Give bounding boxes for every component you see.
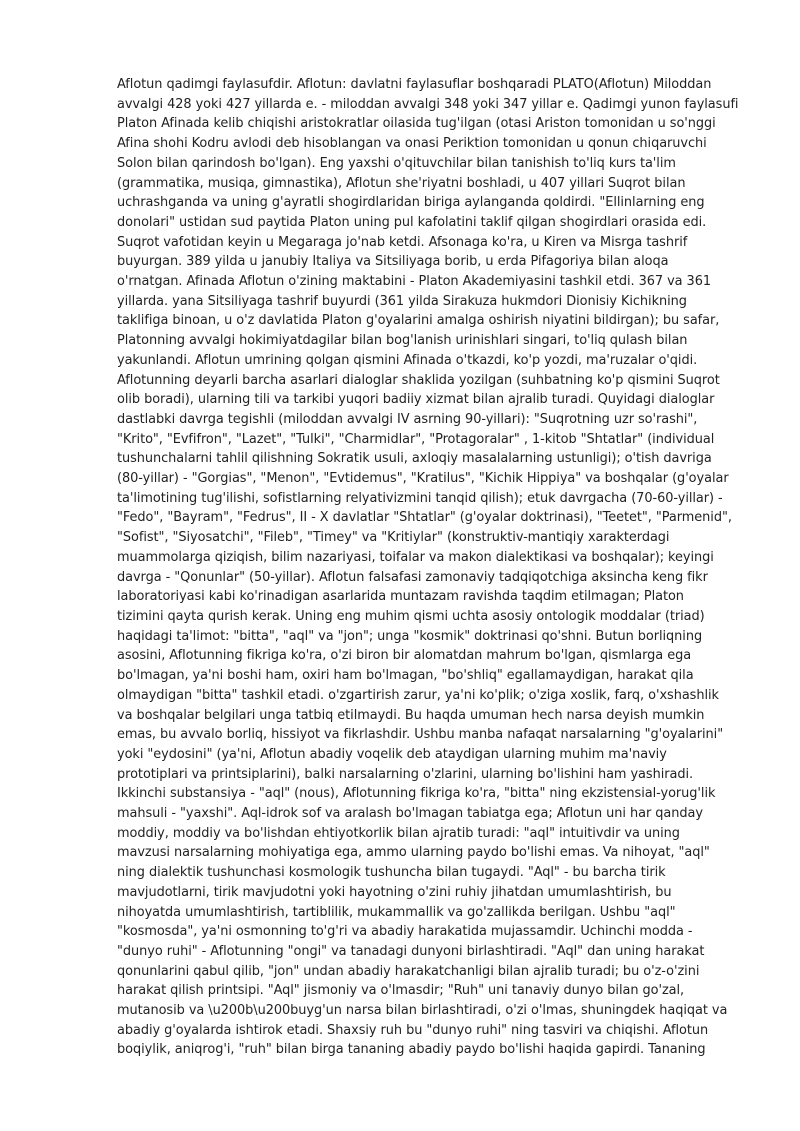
text-line: avvalgi 428 yoki 427 yillarda e. - miloddan avvalgi 348 yoki 347 yillar e. Qadimgi yunon faylasufi: [117, 96, 739, 112]
text-line: Suqrot vafotidan keyin u Megaraga jo'nab ketdi. Afsonaga ko'ra, u Kiren va Misrga tashrif: [117, 234, 688, 250]
text-line: (grammatika, musiqa, gimnastika), Aflotun she'riyatni boshladi, u 407 yillari Suqrot bilan: [117, 175, 686, 191]
text-line: "Sofist", "Siyosatchi", "Fileb", "Timey" va "Kritiylar" (konstruktiv-mantiqiy xarakterdagi: [117, 530, 670, 546]
text-line: harakat qilish printsipi. "Aql" jismoniy va o'lmasdir; "Ruh" uni tanaviy dunyo bilan go'zal,: [117, 983, 685, 999]
text-line: "Krito", "Evfifron", "Lazet", "Tulki", "Charmidlar", "Protagoralar" , 1-kitob "Shtatlar" (individual: [117, 431, 715, 447]
text-line: yoki "eydosini" (ya'ni, Aflotun abadiy voqelik deb ataydigan ularning muhim ma'naviy: [117, 746, 667, 762]
text-line: ta'limotining tug'ilishi, sofistlarning relyativizmini tanqid qilish); etuk davrgacha (70-60-yillar) -: [117, 490, 723, 506]
text-line: moddiy, moddiy va bo'lishdan ehtiyotkorlik bilan ajratib turadi: "aql" intuitivdir va uning: [117, 825, 680, 841]
text-line: mutanosib va \u200b\u200buyg'un narsa bilan birlashtiradi, o'zi o'lmas, shuningdek haqiqat va: [117, 1003, 728, 1019]
text-line: taklifiga binoan, u o'z davlatida Platon g'oyalarini amalga oshirish niyatini bildirgan); bu safar,: [117, 313, 720, 329]
text-line: Aflotunning deyarli barcha asarlari dialoglar shaklida yozilgan (suhbatning ko'p qismini Suqrot: [117, 372, 720, 388]
text-line: dastlabki davrga tegishli (miloddan avvalgi IV asrning 90-yillari): "Suqrotning uzr so'rashi",: [117, 411, 698, 427]
text-line: muammolarga qiziqish, bilim nazariyasi, toifalar va makon dialektikasi va boshqalar); keyingi: [117, 549, 714, 565]
text-line: donolari" ustidan sud paytida Platon uning pul kafolatini taklif qilgan shogirdlari orasida edi.: [117, 214, 707, 230]
text-line: mavjudotlarni, tirik mavjudotni yoki hayotning o'zini ruhiy jihatdan umumlashtirish, bu: [117, 884, 672, 900]
text-line: haqidagi ta'limot: "bitta", "aql" va "jon"; unga "kosmik" doktrinasi qo'shni. Butun borliqning: [117, 628, 703, 644]
text-line: boqiylik, aniqrog'i, "ruh" bilan birga tananing abadiy paydo bo'lishi haqida gapirdi. Tananing: [117, 1042, 706, 1058]
text-line: yakunlandi. Aflotun umrining qolgan qismini Afinada o'tkazdi, ko'p yozdi, ma'ruzalar o'qidi.: [117, 352, 698, 368]
text-line: olmaydigan "bitta" tashkil etadi. o'zgartirish zarur, ya'ni ko'plik; o'ziga xoslik, farq, o'xshashlik: [117, 687, 719, 703]
text-line: davrga - "Qonunlar" (50-yillar). Aflotun falsafasi zamonaviy tadqiqotchiga aksincha keng fikr: [117, 569, 708, 585]
text-line: mahsuli - "yaxshi". Aql-idrok sof va aralash bo'lmagan tabiatga ega; Aflotun uni har qanday: [117, 806, 703, 822]
document-body: [117, 75, 777, 1060]
text-line: Platonning avvalgi hokimiyatdagilar bilan bog'lanish urinishlari singari, to'liq qulash bilan: [117, 333, 688, 349]
text-line: buyurgan. 389 yilda u janubiy Italiya va Sitsiliyaga borib, u erda Pifagoriya bilan aloqa: [117, 254, 669, 270]
text-line: o'rnatgan. Afinada Aflotun o'zining maktabini - Platon Akademiyasini tashkil etdi. 367 va 361: [117, 274, 712, 290]
text-line: yillarda. yana Sitsiliyaga tashrif buyurdi (361 yilda Sirakuza hukmdori Dionisiy Kichikning: [117, 293, 687, 309]
text-line: asosini, Aflotunning fikriga ko'ra, o'zi biron bir alomatdan mahrum bo'lgan, qismlarga ega: [117, 648, 692, 664]
text-line: Ikkinchi substansiya - "aql" (nous), Aflotunning fikriga ko'ra, "bitta" ning ekzistensial-yorug'lik: [117, 786, 716, 802]
text-line: Afina shohi Kodru avlodi deb hisoblangan va onasi Periktion tomonidan u qonun chiqaruvchi: [117, 136, 707, 152]
text-line: Aflotun qadimgi faylasufdir. Aflotun: davlatni faylasuflar boshqaradi PLATO(Aflotun) Miloddan: [117, 77, 712, 92]
text-line: (80-yillar) - "Gorgias", "Menon", "Evtidemus", "Kratilus", "Kichik Hippiya" va boshqalar (g'oyalar: [117, 471, 729, 487]
text-line: "Fedo", "Bayram", "Fedrus", II - X davlatlar "Shtatlar" (g'oyalar doktrinasi), "Teetet", "Parmenid",: [117, 510, 732, 526]
text-line: ning dialektik tushunchasi kosmologik tushuncha bilan tugaydi. "Aql" - bu barcha tirik: [117, 865, 666, 881]
text-line: qonunlarini qabul qilib, "jon" undan abadiy harakatchanligi bilan ajralib turadi; bu o'z-o'zini: [117, 963, 700, 979]
text-line: prototiplari va printsiplarini), balki narsalarning o'zlarini, ularning bo'lishini ham yashiradi.: [117, 766, 694, 782]
text-line: bo'lmagan, ya'ni boshi ham, oxiri ham bo'lmagan, "bo'shliq" egallamaydigan, harakat qila: [117, 668, 694, 684]
text-line: laboratoriyasi kabi ko'rinadigan asarlarida muntazam ravishda taqdim etilmagan; Platon: [117, 589, 684, 605]
text-line: "dunyo ruhi" - Aflotunning "ongi" va tanadagi dunyoni birlashtiradi. "Aql" dan uning harakat: [117, 943, 705, 959]
text-line: Solon bilan qarindosh bo'lgan). Eng yaxshi o'qituvchilar bilan tanishish to'liq kurs ta'lim: [117, 155, 676, 171]
text-line: va boshqalar belgilari unga tatbiq etilmaydi. Bu haqda umuman hech narsa deyish mumkin: [117, 707, 705, 723]
text-line: "kosmosda", ya'ni osmonning to'g'ri va abadiy harakatida mujassamdir. Uchinchi modda -: [117, 924, 693, 940]
text-line: mavzusi narsalarning mohiyatiga ega, ammo ularning paydo bo'lishi emas. Va nihoyat, "aql": [117, 845, 710, 861]
text-line: Platon Afinada kelib chiqishi aristokratlar oilasida tug'ilgan (otasi Ariston tomonidan u so'nggi: [117, 116, 716, 132]
text-line: uchrashganda va uning g'ayratli shogirdlaridan biriga aylanganda qoldirdi. "Ellinlarning eng: [117, 195, 705, 211]
text-line: emas, bu avvalo borliq, hissiyot va fikrlashdir. Ushbu manba nafaqat narsalarning "g'oyalarini": [117, 727, 724, 743]
text-line: olib boradi), ularning tili va tarkibi yuqori badiiy xizmat bilan ajralib turadi. Quyidagi dialoglar: [117, 392, 715, 408]
text-line: abadiy g'oyalarda ishtirok etadi. Shaxsiy ruh bu "dunyo ruhi" ning tasviri va chiqishi. Aflotun: [117, 1022, 709, 1038]
text-line: tizimini qayta qurish kerak. Uning eng muhim qismi uchta asosiy ontologik moddalar (triad): [117, 608, 705, 624]
text-line: nihoyatda umumlashtirish, tartiblilik, mukammallik va go'zallikda berilgan. Ushbu "aql": [117, 904, 676, 920]
text-line: tushunchalarni tahlil qilishning Sokratik usuli, axloqiy masalalarning ustunligi); o'tish davriga: [117, 451, 712, 467]
